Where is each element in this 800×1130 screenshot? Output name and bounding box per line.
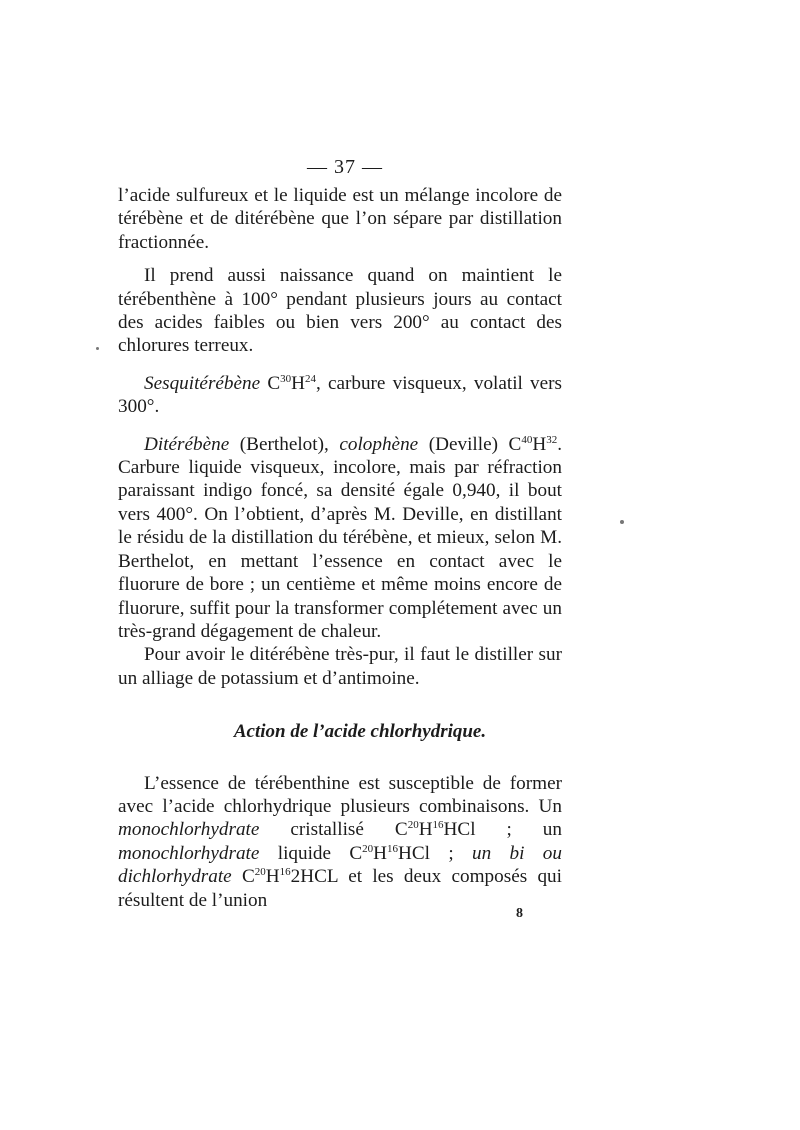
paragraph-6 — [118, 772, 562, 912]
text-run: H — [291, 372, 305, 394]
text-run: Il prend aussi naissance quand on maintient le térébenthène à 100° pendant plusieurs jours au contact des acides faibles ou bien vers 200° au contact des chlorures terreux. — [118, 265, 562, 357]
paragraph-3 — [118, 372, 562, 419]
formula-superscript: 16 — [432, 819, 444, 832]
body-text — [118, 184, 562, 912]
formula-superscript: 20 — [407, 819, 419, 832]
text-run: . Carbure liquide visqueux, incolore, mais par réfraction paraissant indigo foncé, sa densité égale 0,940, il bout vers 400°. On l’obtient, d’après M. Deville, en distillant le résidu de la distillation du térébène, et mieux, selon M. Berthelot, en mettant l’essence en contact avec le fluorure de bore ; un centième et même moins encore de fluorure, suffit pour la transformer complétement avec un très-grand dégagement de chaleur. — [118, 433, 562, 642]
text-run: (Berthelot), — [229, 433, 340, 455]
text-run: , carbure visqueux, volatil vers 300°. — [118, 372, 562, 418]
text-run: L’essence de térébenthine est susceptible de former avec l’acide chlorhydrique plusieurs combinaisons. Un — [118, 772, 562, 817]
formula-superscript: 20 — [254, 866, 266, 879]
formula-superscript: 16 — [387, 842, 399, 855]
paragraph-4 — [118, 433, 562, 644]
text-run: 2HCL et les deux composés qui résultent de l’union — [118, 866, 562, 911]
italic-term: Ditérébène — [144, 433, 230, 455]
paper-speck-1 — [620, 520, 624, 524]
text-run: H — [532, 433, 547, 455]
text-run: H — [265, 866, 280, 888]
formula-superscript: 20 — [362, 842, 374, 855]
text-run: H — [418, 819, 433, 841]
text-run: l’acide sulfureux et le liquide est un mélange incolore de térébène et de ditérébène que l’on sépare par distillation fractionnée. — [118, 185, 562, 253]
text-run: HCl ; — [398, 842, 473, 864]
paragraph-1 — [118, 184, 562, 254]
paragraph-5 — [118, 643, 562, 690]
italic-term: monochlorhydrate — [118, 842, 260, 864]
formula-superscript: 16 — [279, 866, 291, 879]
text-run: cristallisé C — [259, 819, 408, 841]
text-run: C — [260, 372, 281, 394]
text-run: H — [373, 842, 388, 864]
section-heading: Action de l’acide chlorhydrique. — [233, 721, 487, 743]
text-run: HCl ; un — [443, 819, 562, 841]
paper-speck-2 — [96, 347, 99, 350]
text-run: (Deville) C — [418, 433, 522, 455]
italic-term: un bi ou dichlorhydrate — [118, 842, 562, 888]
italic-term: Sesquitérébène — [144, 372, 261, 394]
formula-superscript: 30 — [280, 372, 292, 385]
formula-superscript: 40 — [521, 433, 533, 446]
paragraph-2 — [118, 264, 562, 358]
formula-superscript: 24 — [304, 372, 316, 385]
page-number: — 37 — — [307, 156, 383, 178]
text-run: C — [231, 866, 255, 888]
text-run: Pour avoir le ditérébène très-pur, il faut le distiller sur un alliage de potassium et d’antimoine. — [118, 644, 562, 689]
signature-mark: 8 — [516, 906, 523, 921]
italic-term: colophène — [339, 433, 419, 455]
text-run: liquide C — [259, 842, 363, 864]
formula-superscript: 32 — [546, 433, 558, 446]
italic-term: monochlorhydrate — [118, 819, 260, 841]
